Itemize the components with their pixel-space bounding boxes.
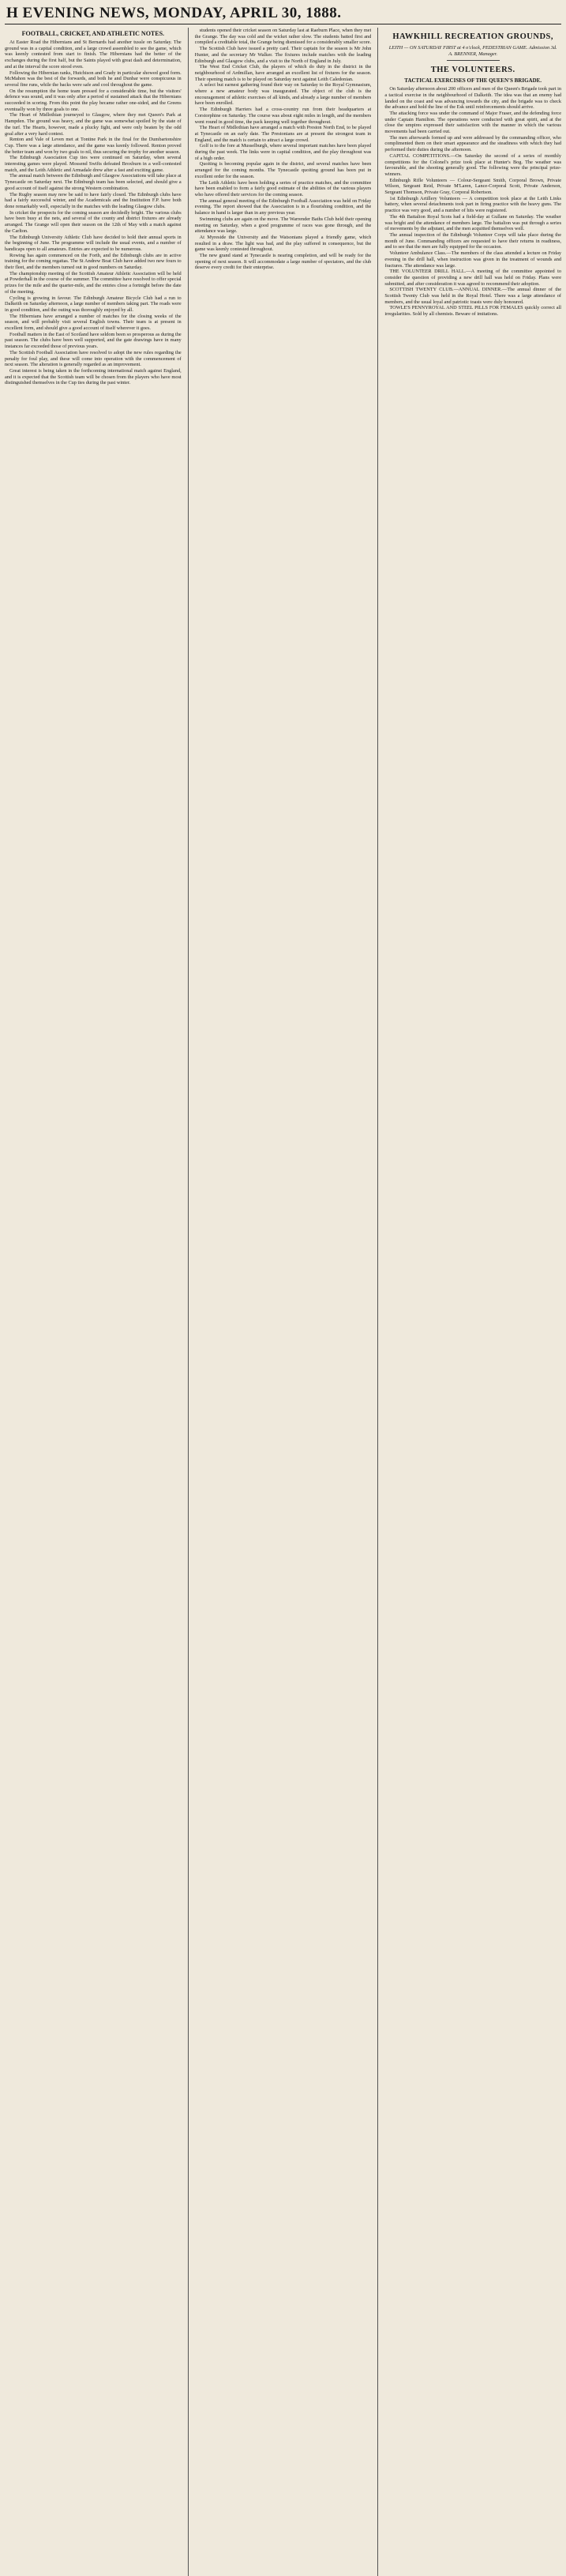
article-paragraph: 1st Edinburgh Artillery Volunteers — A competition took place at the Leith Links battery, when several detachments took part in firing practice with the heavy guns. The practice was very good, and a number of hits were registered. xyxy=(384,195,562,214)
article-paragraph: The annual match between the Edinburgh and Glasgow Associations will take place at Tynecastle on Saturday next. The Edinburgh team has been selected, and should give a good account of itself against the strong Western combination. xyxy=(5,173,182,191)
article-paragraph: Golf is to the fore at Musselburgh, where several important matches have been played during the past week. The links were in capital condition, and the play throughout was of a high order. xyxy=(194,143,372,161)
article-paragraph: The championship meeting of the Scottish Amateur Athletic Association will be held at Powderhall in the course of the summer. The committee have resolved to offer special prizes for the mile and the quarter-mile, and the entries close a fortnight before the date of the meeting. xyxy=(5,270,182,295)
section-rule xyxy=(447,60,500,61)
column-1 xyxy=(5,28,182,2576)
article-paragraph: Cycling is growing in favour. The Edinburgh Amateur Bicycle Club had a run to Dalkeith on Saturday afternoon, a large number of members taking part. The roads were in good condition, and the outing was thoroughly enjoyed by all. xyxy=(5,295,182,313)
article-paragraph: The Heart of Midlothian journeyed to Glasgow, where they met Queen's Park at Hampden. The ground was heavy, and the game was somewhat spoiled by the state of the turf. The Hearts, however, made a plucky fight, and were only beaten by the odd goal after a very hard contest. xyxy=(5,112,182,137)
article-paragraph: The Scottish Club have issued a pretty card. Their captain for the season is Mr John Hunter, and the secretary Mr Walker. The fixtures include matches with the leading Edinburgh and Glasgow clubs, and a visit to the North of England in July. xyxy=(194,46,372,64)
article-paragraph: On the resumption the home team pressed for a considerable time, but the visitors' defence was sound, and it was only after a period of sustained attack that the Hibernians succeeded in scoring. From this point the play became rather one-sided, and the Greens eventually won by three goals to one. xyxy=(5,88,182,112)
article-paragraph: At Easter Road the Hibernians and St Bernards had another tussle on Saturday. The ground was in a capital condition, and a large crowd assembled to see the game, which was keenly contested from start to finish. The Hibernians had the better of the exchanges during the first half, but the Saints played with great dash and determination, and at the interval the score stood even. xyxy=(5,39,182,70)
article-paragraph: The Leith Athletic have been holding a series of practice matches, and the committee have been enabled to form a fairly good estimate of the abilities of the various players who have offered their services for the coming season. xyxy=(194,179,372,197)
volunteers-heading: THE VOLUNTEERS. xyxy=(430,66,515,75)
football-heading: FOOTBALL, CRICKET, AND ATHLETIC NOTES. xyxy=(21,30,165,37)
hawkhill-heading: HAWKHILL RECREATION GROUNDS, xyxy=(392,32,554,41)
volunteers-subheading: TACTICAL EXERCISES OF THE QUEEN'S BRIGADE. xyxy=(404,77,542,85)
column-1-body xyxy=(5,39,182,386)
article-paragraph: Edinburgh Rifle Volunteers — Colour-Sergeant Smith, Corporal Brown, Private Wilson, Sergeant Reid, Private M'Laren, Lance-Corporal Scott, Private Anderson, Sergeant Thomson, Private Gray, Corporal Robertson. xyxy=(384,177,562,196)
column-3-body xyxy=(384,86,561,318)
masthead: H EVENING NEWS, MONDAY, APRIL 30, 1888. xyxy=(6,5,342,21)
article-paragraph: The attacking force was under the command of Major Fraser, and the defending force under Captain Hamilton. The operations were conducted with great spirit, and at the close the umpires expressed their satisfaction with the manner in which the various movements had been carried out. xyxy=(384,110,562,135)
article-paragraph: The Edinburgh University Athletic Club have decided to hold their annual sports in the beginning of June. The programme will include the usual events, and a number of handicaps open to all amateurs. Entries are expected to be numerous. xyxy=(5,234,182,252)
article-paragraph: The Edinburgh Association Cup ties were continued on Saturday, when several interesting games were played. Mossend Swifts defeated Broxburn in a well-contested match, and the Leith Athletic and Armadale drew after a fast and exciting game. xyxy=(5,155,182,173)
article-paragraph: The Rugby season may now be said to have fairly closed. The Edinburgh clubs have had a fairly successful winter, and the Academicals and the Institution F.P. have both done remarkably well, especially in the matches with the leading Glasgow clubs. xyxy=(5,191,182,209)
article-paragraph: The annual general meeting of the Edinburgh Football Association was held on Friday evening. The report showed that the Association is in a flourishing condition, and the balance in hand is larger than in any previous year. xyxy=(194,197,372,216)
article-paragraph: At Myreside the University and the Watsonians played a friendly game, which resulted in a draw. The light was bad, and the play suffered in consequence, but the game was keenly contested throughout. xyxy=(194,234,372,253)
article-paragraph: Swimming clubs are again on the move. The Warrender Baths Club held their opening meeting on Saturday, when a good programme of races was gone through, and the attendance was large. xyxy=(194,216,372,235)
article-paragraph: The Heart of Midlothian have arranged a match with Preston North End, to be played at Tynecastle on an early date. The Prestonians are at present the strongest team in England, and the match is certain to attract a large crowd. xyxy=(194,125,372,143)
article-paragraph: Football matters in the East of Scotland have seldom been so prosperous as during the past season. The clubs have been well supported, and the gate drawings have in many instances far exceeded those of previous years. xyxy=(5,331,182,350)
article-paragraph: Renton and Vale of Leven met at Tontine Park in the final for the Dumbartonshire Cup. There was a large attendance, and the game was keenly followed. Renton proved the better team and won by two goals to nil, thus securing the trophy for another season. xyxy=(5,137,182,155)
article-paragraph: THE VOLUNTEER DRILL HALL.—A meeting of the committee appointed to consider the question of providing a new drill hall was held on Friday. Plans were submitted, and after consideration it was agreed to recommend their adoption. xyxy=(384,269,562,287)
article-paragraph: TOWLE'S PENNYROYAL AND STEEL PILLS FOR FEMALES quickly correct all irregularities. Sold by all chemists. Beware of imitations. xyxy=(384,305,562,318)
article-paragraph: The Edinburgh Harriers had a cross-country run from their headquarters at Corstorphine on Saturday. The course was about eight miles in length, and the members went round in good time, the pack keeping well together throughout. xyxy=(194,107,372,125)
article-paragraph: The new grand stand at Tynecastle is nearing completion, and will be ready for the opening of next season. It will accommodate a large number of spectators, and the club deserve every credit for their enterprise. xyxy=(194,253,372,271)
article-paragraph: The Scottish Football Association have resolved to adopt the new rules regarding the penalty for foul play, and these will come into operation with the commencement of next season. The alteration is generally regarded as an improvement. xyxy=(5,349,182,368)
article-paragraph: The 4th Battalion Royal Scots had a field-day at Gullane on Saturday. The weather was bright and the attendance of members large. The battalion was put through a series of movements by the adjutant, and the men acquitted themselves well. xyxy=(384,213,562,232)
article-paragraph: Rowing has again commenced on the Forth, and the Edinburgh clubs are in active training for the coming regattas. The St Andrew Boat Club have added two new fours to their fleet, and the members turned out in good numbers on Saturday. xyxy=(5,252,182,271)
column-2-body xyxy=(195,28,372,271)
column-divider xyxy=(188,28,189,2576)
article-paragraph: SCOTTISH TWENTY CLUB.—ANNUAL DINNER.—The annual dinner of the Scottish Twenty Club was held in the Royal Hotel. There was a large attendance of members, and the usual loyal and patriotic toasts were duly honoured. xyxy=(384,287,562,305)
article-paragraph: The men afterwards formed up and were addressed by the commanding officer, who complimented them on their smart appearance and the steadiness with which they had performed their duties during the afternoon. xyxy=(384,134,562,153)
article-paragraph: Great interest is being taken in the forthcoming international match against England, and it is expected that the Scottish team will be chosen from the players who have most distinguished themselves in the Cup ties during the past winter. xyxy=(5,367,182,386)
column-3 xyxy=(384,28,561,2576)
hawkhill-subheading: LEITH — ON SATURDAY FIRST at 4 o'clock, PEDESTRIAN GAME. Admission 3d. xyxy=(388,45,557,51)
article-paragraph: students opened their cricket season on Saturday last at Raeburn Place, when they met the Grange. The day was cold and the wicket rather slow. The students batted first and compiled a creditable total, the Grange being dismissed for a considerably smaller score. xyxy=(194,28,372,46)
article-paragraph: The West End Cricket Club, the players of which do duty in the district in the neighbourhood of Ardmillan, have arranged an excellent list of fixtures for the season. Their opening match is to be played on Saturday next against Leith Caledonian. xyxy=(194,64,372,82)
article-paragraph: Volunteer Ambulance Class.—The members of the class attended a lecture on Friday evening in the drill hall, when instruction was given in the treatment of wounds and fractures. The attendance was large. xyxy=(384,250,562,269)
hawkhill-signature: A. BRENNER, Manager. xyxy=(448,51,498,57)
article-paragraph: On Saturday afternoon about 200 officers and men of the Queen's Brigade took part in a tactical exercise in the neighbourhood of Dalkeith. The idea was that an enemy had landed on the coast and was advancing towards the city, and the brigade was to check the advance and hold the line of the Esk until reinforcements should arrive. xyxy=(384,86,562,111)
article-paragraph: The annual inspection of the Edinburgh Volunteer Corps will take place during the month of June. Commanding officers are requested to have their returns in readiness, and to see that the men are fully equipped for the occasion. xyxy=(384,231,562,250)
article-paragraph: A select but earnest gathering found their way on Saturday to the Royal Gymnasium, where a new amateur body was inaugurated. The object of the club is the encouragement of athletic exercises of all kinds, and already a large number of members have been enrolled. xyxy=(194,82,372,107)
column-divider xyxy=(377,28,378,2576)
article-paragraph: In cricket the prospects for the coming season are decidedly bright. The various clubs have been busy at the nets, and several of the county and district fixtures are already arranged. The Grange will open their season on the 12th of May with a match against the Carlton. xyxy=(5,209,182,234)
columns xyxy=(5,28,561,2576)
column-2 xyxy=(195,28,372,2576)
article-paragraph: CAPITAL COMPETITIONS.—On Saturday the second of a series of monthly competitions for the Colonel's prize took place at Hunter's Bog. The weather was favourable, and the shooting generally good. The following were the principal prize-winners. xyxy=(384,152,562,177)
article-paragraph: Following the Hibernian ranks, Hutchison and Grady in particular showed good form. McMahon was the best of the forwards, and both he and Dunbar were conspicuous in several fine runs, while the backs were safe and cool throughout the game. xyxy=(5,70,182,88)
article-paragraph: The Hibernians have arranged a number of matches for the closing weeks of the season, and will probably visit several English towns. Their team is at present in excellent form, and should give a good account of itself wherever it goes. xyxy=(5,313,182,332)
article-paragraph: Quoiting is becoming popular again in the district, and several matches have been arranged for the coming months. The Tynecastle quoiting ground has been put in excellent order for the season. xyxy=(194,161,372,179)
